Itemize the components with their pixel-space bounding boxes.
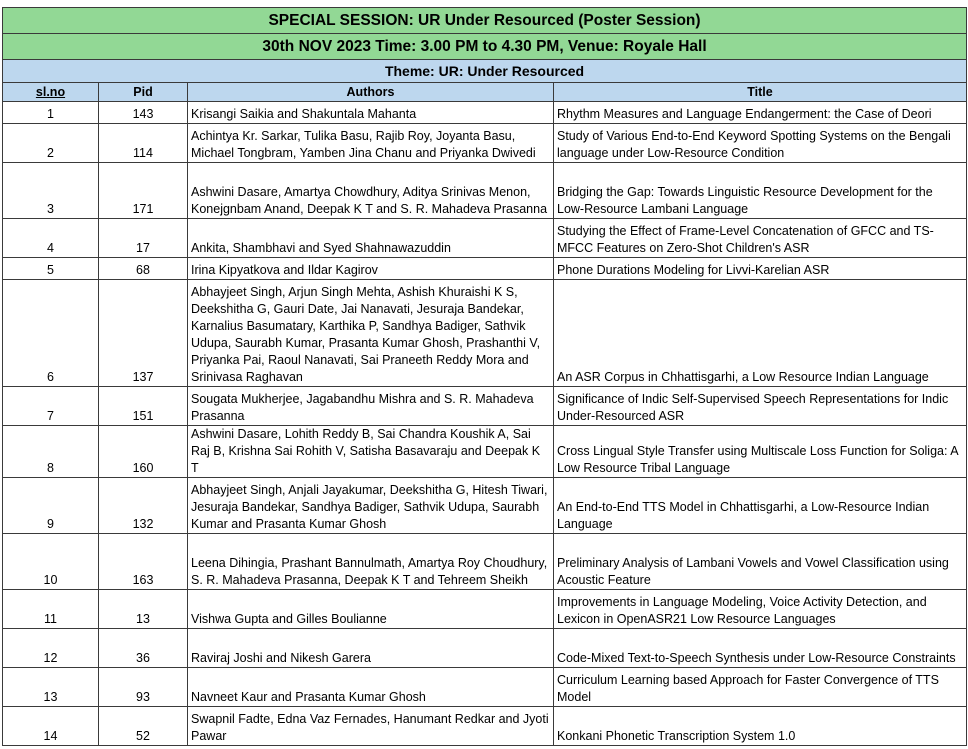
- cell-authors: Ankita, Shambhavi and Syed Shahnawazuddin: [188, 219, 554, 258]
- table-row: [3, 590, 967, 629]
- cell-slno: 9: [3, 478, 99, 534]
- cell-title: Bridging the Gap: Towards Linguistic Resource Development for the Low-Resource Lambani Language: [554, 163, 967, 219]
- cell-title: Curriculum Learning based Approach for Faster Convergence of TTS Model: [554, 668, 967, 707]
- column-header-title: Title: [554, 83, 967, 102]
- table-row: [3, 534, 967, 590]
- cell-authors: Raviraj Joshi and Nikesh Garera: [188, 629, 554, 668]
- cell-slno: 3: [3, 163, 99, 219]
- cell-pid: 17: [99, 219, 188, 258]
- cell-title: Study of Various End-to-End Keyword Spotting Systems on the Bengali language under Low-Resource Condition: [554, 124, 967, 163]
- cell-authors: Navneet Kaur and Prasanta Kumar Ghosh: [188, 668, 554, 707]
- cell-slno: 10: [3, 534, 99, 590]
- cell-authors: Vishwa Gupta and Gilles Boulianne: [188, 590, 554, 629]
- column-header-pid: Pid: [99, 83, 188, 102]
- cell-title: Studying the Effect of Frame-Level Concatenation of GFCC and TS-MFCC Features on Zero-Shot Children's ASR: [554, 219, 967, 258]
- cell-pid: 160: [99, 426, 188, 478]
- cell-authors: Abhayjeet Singh, Anjali Jayakumar, Deekshitha G, Hitesh Tiwari, Jesuraja Bandekar, Sandhya Badiger, Sathvik Udupa, Saurabh Kumar and Prasanta Kumar Ghosh: [188, 478, 554, 534]
- cell-pid: 13: [99, 590, 188, 629]
- cell-pid: 52: [99, 707, 188, 746]
- table-row: [3, 124, 967, 163]
- table-row: [3, 163, 967, 219]
- session-table: [2, 7, 967, 746]
- cell-title: An End-to-End TTS Model in Chhattisgarhi, a Low-Resource Indian Language: [554, 478, 967, 534]
- cell-pid: 151: [99, 387, 188, 426]
- cell-slno: 8: [3, 426, 99, 478]
- cell-slno: 14: [3, 707, 99, 746]
- cell-title: Phone Durations Modeling for Livvi-Karelian ASR: [554, 258, 967, 280]
- cell-pid: 132: [99, 478, 188, 534]
- cell-authors: Ashwini Dasare, Lohith Reddy B, Sai Chandra Koushik A, Sai Raj B, Krishna Sai Rohith V, Satisha Basavaraju and Deepak K T: [188, 426, 554, 478]
- cell-slno: 12: [3, 629, 99, 668]
- table-row: [3, 629, 967, 668]
- cell-slno: 5: [3, 258, 99, 280]
- cell-slno: 1: [3, 102, 99, 124]
- cell-authors: Abhayjeet Singh, Arjun Singh Mehta, Ashish Khuraishi K S, Deekshitha G, Gauri Date, Jai Nanavati, Jesuraja Bandekar, Karnalius Basumatary, Karthika P, Sandhya Badiger, Sathvik Udupa, Saurabh Kumar, Prasanta Kumar Ghosh, Prashanthi V, Priyanka Pai, Raoul Nanavati, Sai Praneeth Reddy Mora and Srinivasa Raghavan: [188, 280, 554, 387]
- column-header-authors: Authors: [188, 83, 554, 102]
- cell-title: Code-Mixed Text-to-Speech Synthesis under Low-Resource Constraints: [554, 629, 967, 668]
- table-row: [3, 707, 967, 746]
- cell-pid: 143: [99, 102, 188, 124]
- session-theme: Theme: UR: Under Resourced: [3, 60, 967, 83]
- cell-title: An ASR Corpus in Chhattisgarhi, a Low Resource Indian Language: [554, 280, 967, 387]
- session-title: SPECIAL SESSION: UR Under Resourced (Poster Session): [3, 8, 967, 34]
- cell-slno: 6: [3, 280, 99, 387]
- cell-slno: 4: [3, 219, 99, 258]
- cell-title: Preliminary Analysis of Lambani Vowels and Vowel Classification using Acoustic Feature: [554, 534, 967, 590]
- cell-authors: Ashwini Dasare, Amartya Chowdhury, Aditya Srinivas Menon, Konejgnbam Anand, Deepak K T and S. R. Mahadeva Prasanna: [188, 163, 554, 219]
- cell-title: Cross Lingual Style Transfer using Multiscale Loss Function for Soliga: A Low Resource Tribal Language: [554, 426, 967, 478]
- table-row: [3, 387, 967, 426]
- cell-pid: 93: [99, 668, 188, 707]
- table-row: [3, 280, 967, 387]
- cell-title: Improvements in Language Modeling, Voice Activity Detection, and Lexicon in OpenASR21 Low Resource Languages: [554, 590, 967, 629]
- session-schedule: 30th NOV 2023 Time: 3.00 PM to 4.30 PM, Venue: Royale Hall: [3, 34, 967, 60]
- cell-slno: 13: [3, 668, 99, 707]
- table-row: [3, 258, 967, 280]
- table-row: [3, 426, 967, 478]
- cell-authors: Swapnil Fadte, Edna Vaz Fernades, Hanumant Redkar and Jyoti Pawar: [188, 707, 554, 746]
- cell-title: Konkani Phonetic Transcription System 1.0: [554, 707, 967, 746]
- table-row: [3, 668, 967, 707]
- cell-pid: 68: [99, 258, 188, 280]
- cell-pid: 171: [99, 163, 188, 219]
- table-row: [3, 478, 967, 534]
- cell-title: Significance of Indic Self-Supervised Speech Representations for Indic Under-Resourced ASR: [554, 387, 967, 426]
- cell-slno: 11: [3, 590, 99, 629]
- table-row: [3, 102, 967, 124]
- cell-slno: 7: [3, 387, 99, 426]
- cell-title: Rhythm Measures and Language Endangerment: the Case of Deori: [554, 102, 967, 124]
- cell-authors: Achintya Kr. Sarkar, Tulika Basu, Rajib Roy, Joyanta Basu, Michael Tongbram, Yamben Jina Chanu and Priyanka Dwivedi: [188, 124, 554, 163]
- cell-authors: Leena Dihingia, Prashant Bannulmath, Amartya Roy Choudhury, S. R. Mahadeva Prasanna, Deepak K T and Tehreem Sheikh: [188, 534, 554, 590]
- table-row: [3, 219, 967, 258]
- column-header-slno: sl.no: [3, 83, 99, 102]
- cell-authors: Sougata Mukherjee, Jagabandhu Mishra and S. R. Mahadeva Prasanna: [188, 387, 554, 426]
- cell-pid: 137: [99, 280, 188, 387]
- cell-slno: 2: [3, 124, 99, 163]
- cell-pid: 114: [99, 124, 188, 163]
- cell-authors: Krisangi Saikia and Shakuntala Mahanta: [188, 102, 554, 124]
- cell-pid: 163: [99, 534, 188, 590]
- cell-authors: Irina Kipyatkova and Ildar Kagirov: [188, 258, 554, 280]
- cell-pid: 36: [99, 629, 188, 668]
